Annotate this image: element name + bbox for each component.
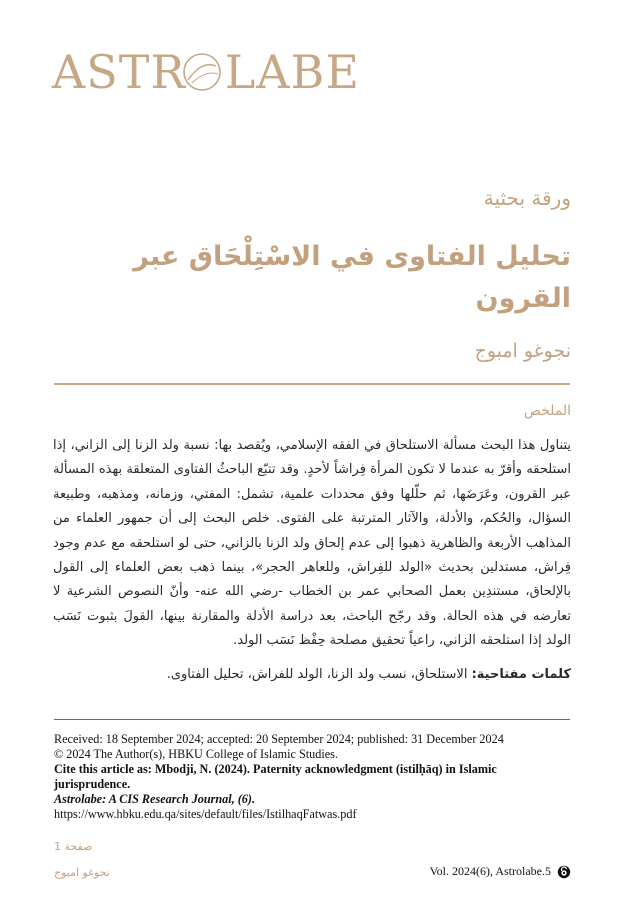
divider-top: [54, 383, 570, 385]
article-title: تحليل الفتاوى في الاسْتِلْحَاق عبر القرون: [133, 241, 571, 314]
abstract-text: يتناول هذا البحث مسألة الاستلحاق في الفقه الإسلامي، ويُقصد بها: نسبة ولد الزنا إلى الزاني، إذا استلحقه وأقرّ به عندما لا تكون المرأة فِراشاً لأحدٍ. وقد تتبّع الباحثُ الفتاوى المتعلقة بهذه المسألة عبر القرون، وعَرَضَها، ثم حلّلها وفق محددات علمية، تشمل: المفتي، وزمانه، ومذهبه، وطبيعة السؤال، والحُكم، والأدلة، والآثار المترتبة على الفتوى. خلص البحث إلى أن جمهور العلماء من المذاهب الأربعة والظاهرية ذهبوا إلى عدم إلحاق ولد الزنا بالزاني، حتى لو استلحقه مع عدم وجود فِراش، مستدلين بحديث «الولد للفِراش، وللعاهر الحجر»، بينما ذهب بعض العلماء إلى القول بالإلحاق، مستندِين بعمل الصحابي عمر بن الخطاب -رضي الله عنه- وأنّ النصوص الشرعية لا تعارضه في هذه الحالة. وقد رجّح الباحث، بعد دراسة الأدلة والمقارنة بينها، القولَ بثبوت نَسَب الولد إذا استلحقه الزاني، راعياً تحقيق مصلحة حِفْظ نَسَب الولد.: [53, 438, 571, 649]
journal-logo: [52, 46, 360, 98]
open-access-icon: [557, 865, 571, 879]
abstract-heading: الملخص: [523, 403, 571, 419]
citation-line: Cite this article as: Mbodji, N. (2024). Paternity acknowledgment (istilḥāq) in Islamic jurisprudence.: [54, 762, 497, 791]
astrolabe-ring-icon: [180, 50, 224, 94]
page-number: صفحة 1: [54, 840, 93, 853]
volume-text: Vol. 2024(6), Astrolabe.5: [429, 864, 551, 878]
received-dates: Received: 18 September 2024; accepted: 20 September 2024; published: 31 December 2024: [54, 732, 504, 746]
keywords-label: كلمات مفتاحية:: [471, 667, 571, 682]
logo-text-right: LABE: [224, 45, 360, 99]
journal-line: Astrolabe: A CIS Research Journal, (6).: [54, 792, 256, 806]
divider-meta: [54, 719, 570, 720]
keywords-line: [53, 667, 571, 682]
logo-ring: [186, 46, 225, 98]
logo-text-left: ASTR: [52, 45, 187, 99]
article-type: ورقة بحثية: [483, 186, 571, 210]
keywords-list: الاستلحاق، نسب ولد الزنا، الولد للفراش، تحليل الفتاوى.: [166, 667, 468, 682]
article-url[interactable]: https://www.hbku.edu.qa/sites/default/files/IstilhaqFatwas.pdf: [54, 807, 357, 821]
copyright-line: © 2024 The Author(s), HBKU College of Islamic Studies.: [54, 747, 338, 761]
article-meta: [54, 732, 574, 822]
footer-volume: [430, 864, 571, 879]
article-author: نجوغو امبوج: [474, 340, 571, 362]
footer-author: نجوغو امبوج: [54, 866, 110, 879]
